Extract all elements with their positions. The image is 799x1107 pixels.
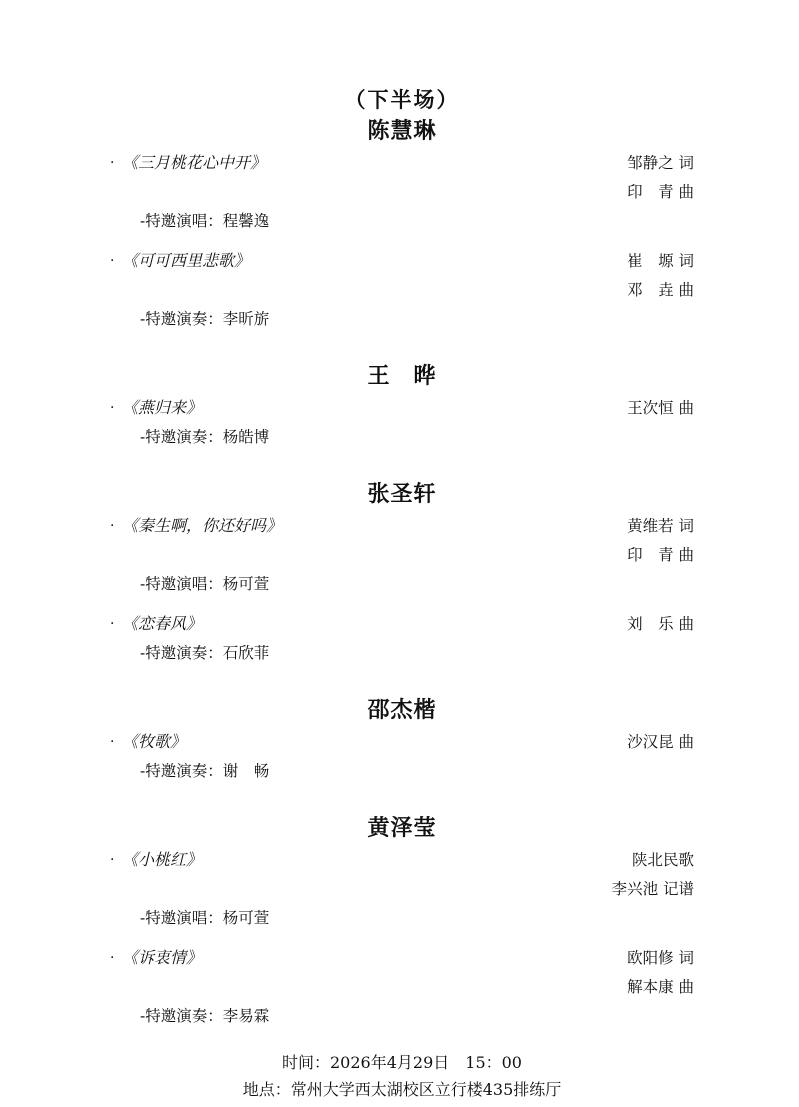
song-credit-composer: 王次恒 曲: [627, 399, 694, 417]
performer-name: 张圣轩: [367, 481, 437, 507]
performer-name: 陈慧琳: [367, 118, 437, 144]
bullet-icon: ·: [110, 950, 115, 966]
performer-section: [110, 478, 694, 668]
bullet-icon: ·: [110, 518, 115, 534]
song-title-row: [110, 609, 694, 639]
song-title-row: [110, 148, 694, 178]
song-title: 《秦生啊，你还好吗》: [122, 516, 283, 535]
song-title-row: [110, 393, 694, 423]
event-location: 地点：常州大学西太湖校区立行楼435排练厅: [242, 1080, 562, 1099]
song-title-row: [110, 727, 694, 757]
song-entry: [110, 393, 694, 452]
song-entry: [110, 609, 694, 668]
song-credit-composer: 印 青 曲: [627, 546, 694, 564]
guest-performer: -特邀演唱：杨可萱: [140, 909, 270, 927]
performer-section: [110, 694, 694, 786]
song-credit-lyricist: 黄维若 词: [627, 517, 694, 535]
song-credit-composer: 邓 垚 曲: [627, 281, 694, 299]
bullet-icon: ·: [110, 155, 115, 171]
song-entry: [110, 845, 694, 933]
bullet-icon: ·: [110, 400, 115, 416]
song-title-row: [110, 246, 694, 276]
guest-performer: -特邀演奏：石欣菲: [140, 644, 270, 662]
song-title: 《三月桃花心中开》: [122, 153, 267, 172]
bullet-icon: ·: [110, 253, 115, 269]
song-title-row: [110, 943, 694, 973]
event-time: 时间：2026年4月29日 15：00: [282, 1053, 522, 1072]
guest-performer: -特邀演奏：李昕旂: [140, 310, 270, 328]
song-credit-source: 陕北民歌: [631, 851, 694, 869]
song-credit-composer: 印 青 曲: [627, 183, 694, 201]
song-title: 《燕归来》: [122, 398, 203, 417]
bullet-icon: ·: [110, 852, 115, 868]
song-title: 《牧歌》: [122, 732, 187, 751]
song-title-row: [110, 845, 694, 875]
song-entry: [110, 246, 694, 334]
song-title: 《恋春风》: [122, 614, 203, 633]
song-title: 《可可西里悲歌》: [122, 251, 251, 270]
song-entry: [110, 727, 694, 786]
song-entry: [110, 511, 694, 599]
performer-name: 邵杰楷: [367, 697, 437, 723]
song-credit-lyricist: 崔 塬 词: [627, 252, 694, 270]
event-info-footer: [110, 1049, 694, 1103]
guest-performer: -特邀演奏：谢 畅: [140, 762, 270, 780]
performer-section: [110, 115, 694, 334]
bullet-icon: ·: [110, 616, 115, 632]
song-credit-composer: 刘 乐 曲: [627, 615, 694, 633]
program-part-title: （下半场）: [344, 87, 460, 112]
performer-section: [110, 812, 694, 1031]
song-title-row: [110, 511, 694, 541]
guest-performer: -特邀演奏：李易霖: [140, 1007, 270, 1025]
song-credit-lyricist: 邹静之 词: [627, 154, 694, 172]
song-credit-composer: 解本康 曲: [627, 978, 694, 996]
guest-performer: -特邀演唱：杨可萱: [140, 575, 270, 593]
song-entry: [110, 148, 694, 236]
song-credit-lyricist: 欧阳修 词: [627, 949, 694, 967]
performer-section: [110, 360, 694, 452]
guest-performer: -特邀演唱：程馨逸: [140, 212, 270, 230]
song-title: 《诉衷情》: [122, 948, 203, 967]
performer-name: 黄泽莹: [367, 815, 437, 841]
song-title: 《小桃红》: [122, 850, 203, 869]
bullet-icon: ·: [110, 734, 115, 750]
song-credit-composer: 沙汉昆 曲: [627, 733, 694, 751]
guest-performer: -特邀演奏：杨皓博: [140, 428, 270, 446]
song-credit-notation: 李兴池 记谱: [611, 880, 694, 898]
song-entry: [110, 943, 694, 1031]
performer-name: 王 晔: [367, 363, 437, 389]
